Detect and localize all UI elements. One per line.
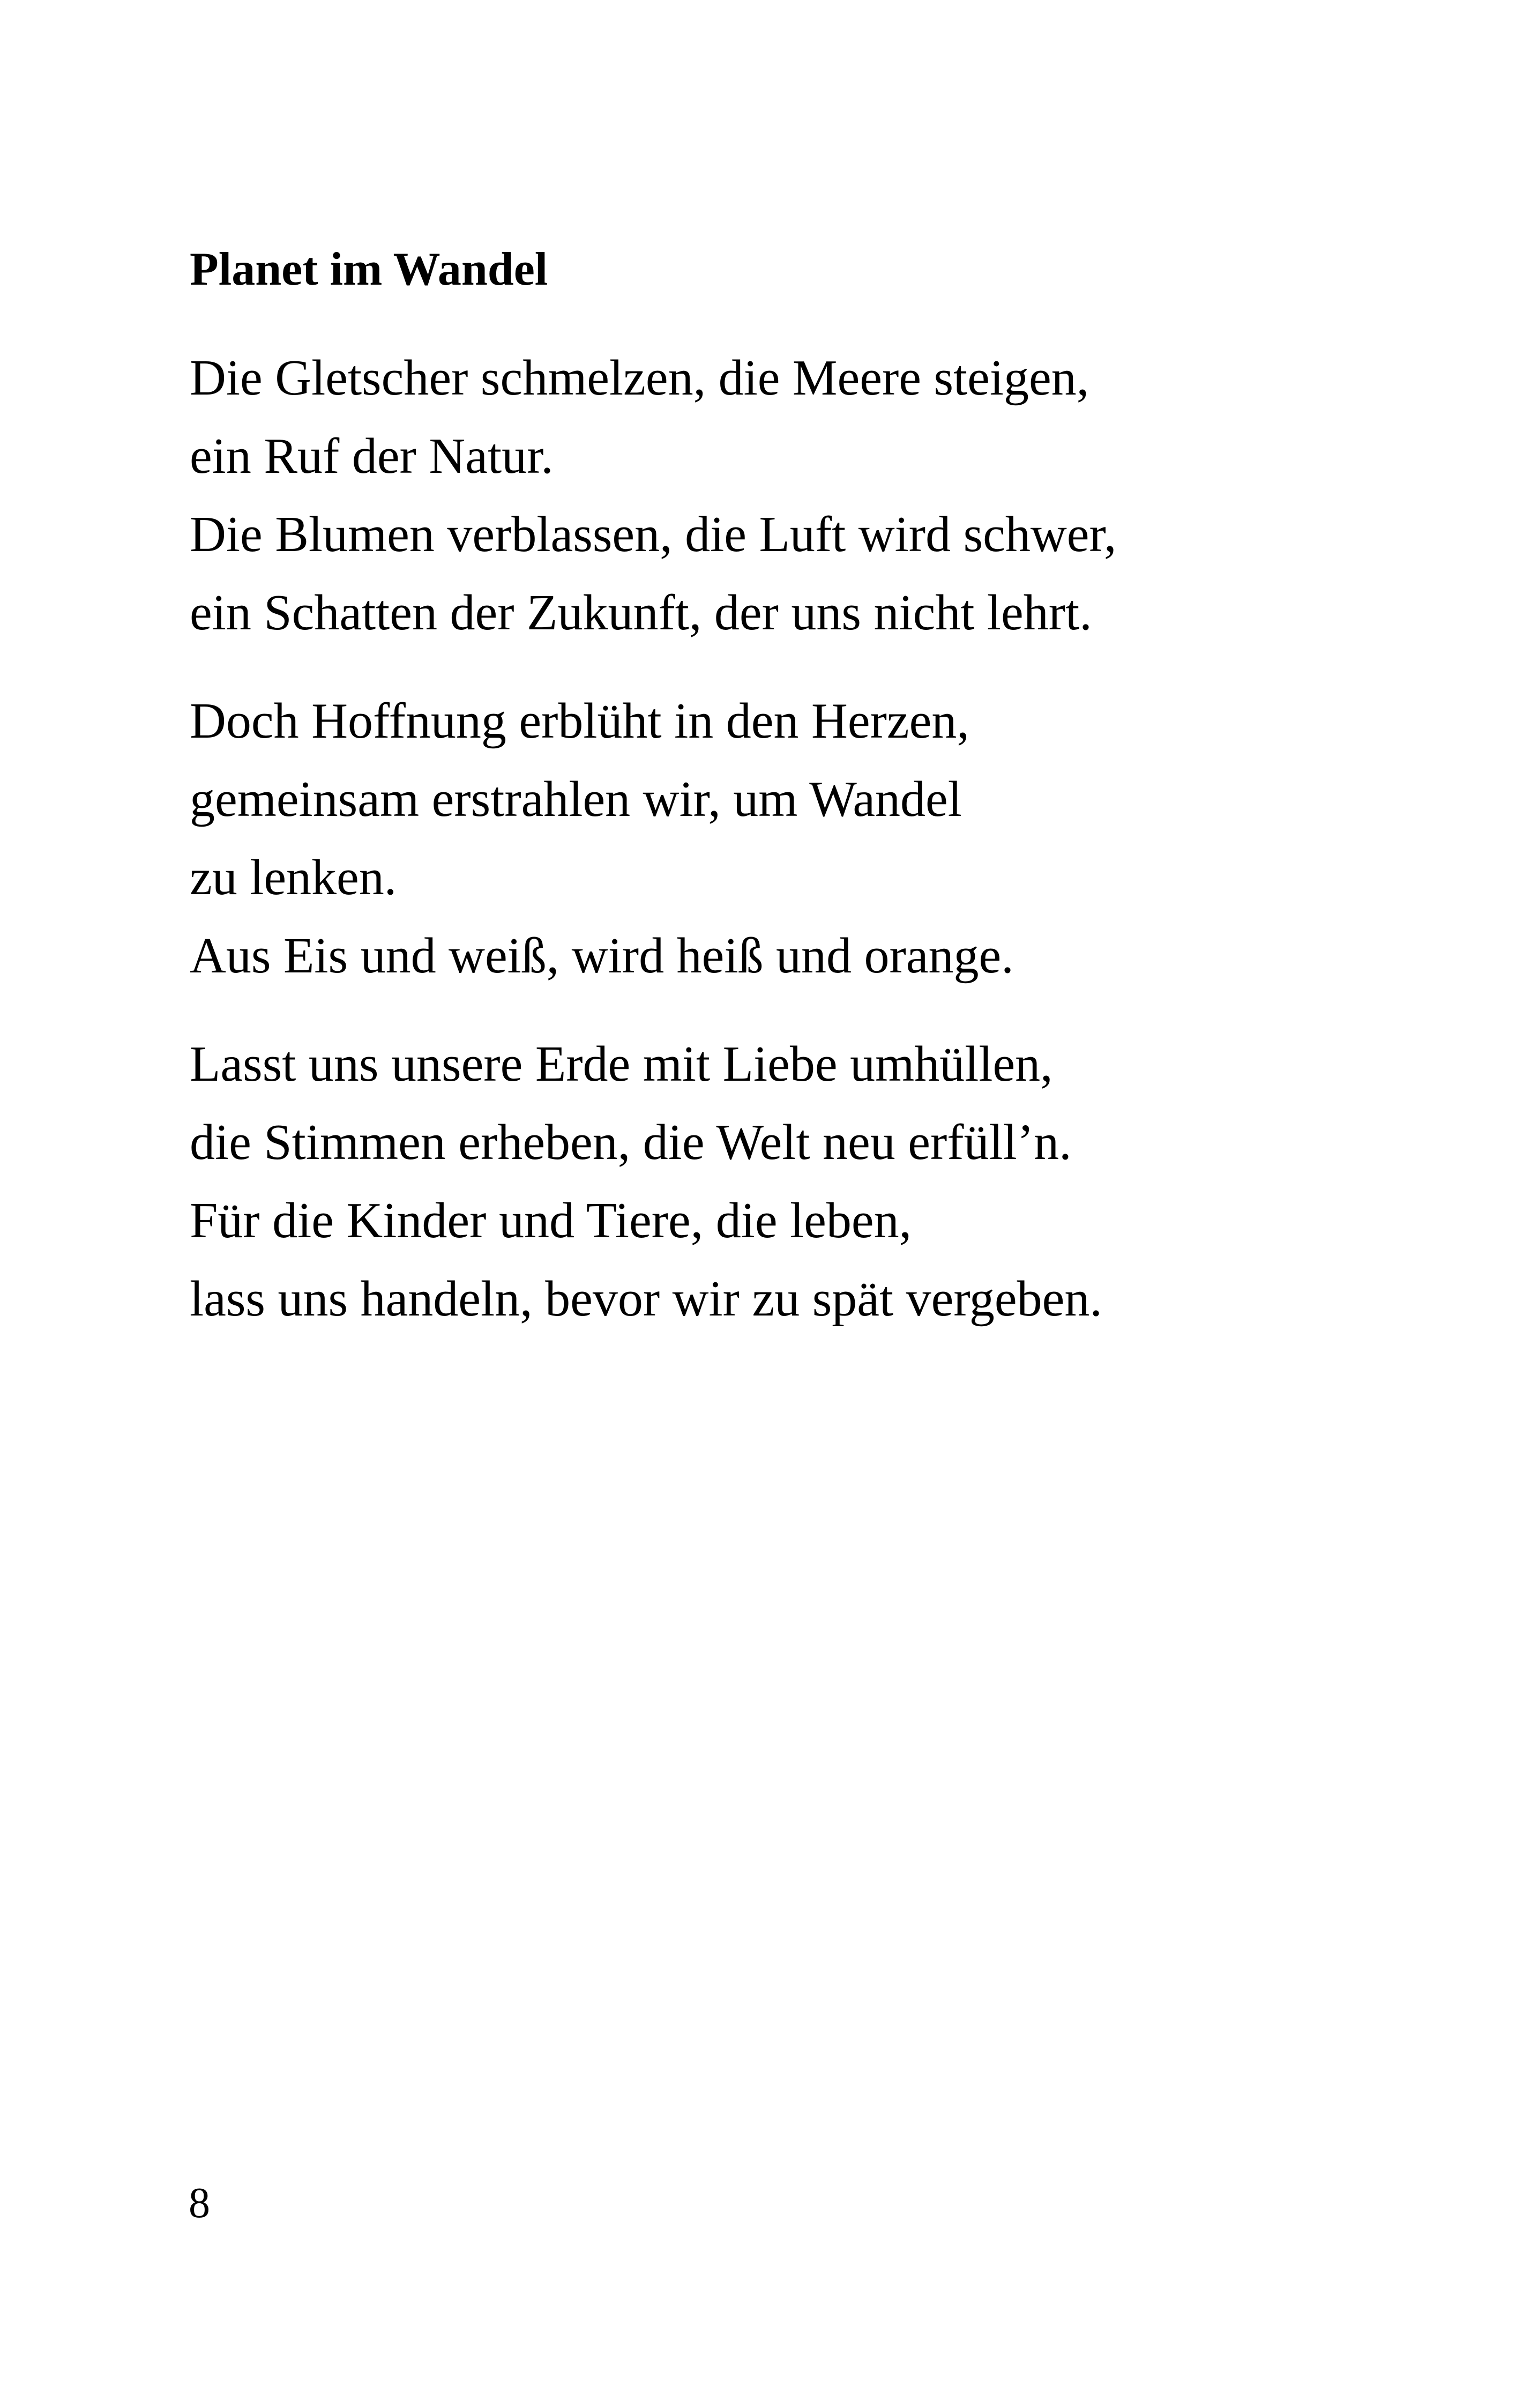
poem-line: zu lenken.	[190, 850, 397, 905]
poem-title: Planet im Wandel	[190, 243, 548, 295]
poem-line: Die Blumen verblassen, die Luft wird schwer,	[190, 507, 1117, 562]
stanza-3	[190, 1025, 1422, 1338]
poem-line: Für die Kinder und Tiere, die leben,	[190, 1193, 912, 1248]
poem-line: Die Gletscher schmelzen, die Meere steigen,	[190, 350, 1089, 406]
stanza-2	[190, 682, 1422, 995]
poem-line: Doch Hoffnung erblüht in den Herzen,	[190, 693, 969, 749]
page-number: 8	[189, 2180, 210, 2227]
poem	[190, 231, 1422, 1368]
poem-line: ein Ruf der Natur.	[190, 428, 554, 484]
poem-line: Aus Eis und weiß, wird heiß und orange.	[190, 928, 1014, 984]
poem-line: die Stimmen erheben, die Welt neu erfüll’n.	[190, 1114, 1072, 1170]
poem-line: gemeinsam erstrahlen wir, um Wandel	[190, 771, 962, 827]
poem-line: ein Schatten der Zukunft, der uns nicht lehrt.	[190, 585, 1092, 641]
poem-line: Lasst uns unsere Erde mit Liebe umhüllen,	[190, 1036, 1053, 1092]
poem-line: lass uns handeln, bevor wir zu spät vergeben.	[190, 1271, 1102, 1327]
stanza-1	[190, 339, 1422, 652]
